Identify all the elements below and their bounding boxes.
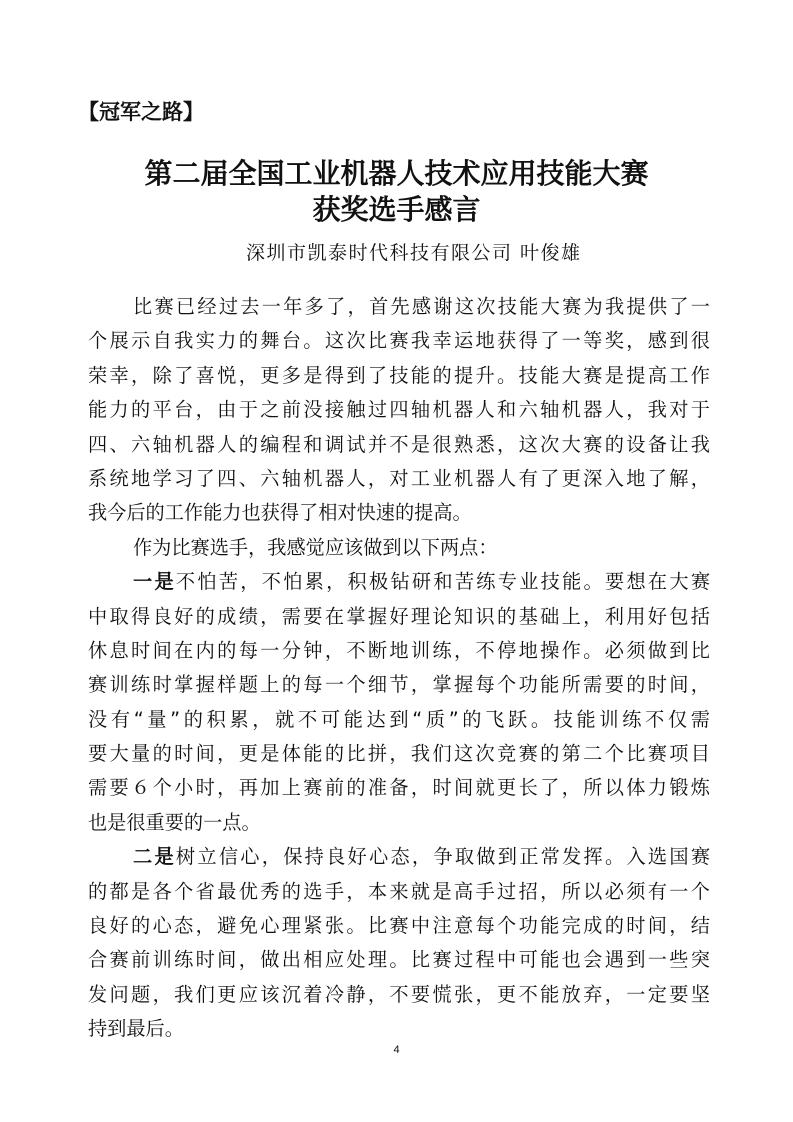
page-number: 4 [393, 1044, 400, 1056]
text-line: 的都是各个省最优秀的选手，本来就是高手过招，所以必须有一个 [88, 879, 710, 903]
text-line: 我今后的工作能力也获得了相对快速的提高。 [88, 501, 472, 525]
text-line: 也是很重要的一点。 [88, 810, 261, 834]
article-body [88, 290, 710, 1047]
author-byline: 深圳市凯泰时代科技有限公司 叶俊雄 [246, 242, 582, 264]
text-line: 发问题，我们更应该沉着冷静，不要慌张，更不能放弃，一定要坚 [88, 982, 710, 1006]
text-line: 要大量的时间，更是体能的比拼，我们这次竞赛的第二个比赛项目 [88, 742, 710, 766]
column-tag: 【冠军之路】 [78, 99, 204, 124]
paragraph-1 [88, 290, 710, 531]
text-line: 个展示自我实力的舞台。这次比赛我幸运地获得了一等奖，感到很 [88, 329, 710, 353]
text-line: 良好的心态，避免心理紧张。比赛中注意每个功能完成的时间，结 [88, 914, 710, 938]
paragraph-4 [88, 840, 710, 1046]
point-one-lead: 一是 [133, 570, 176, 594]
text-run: 树立信心，保持良好心态，争取做到正常发挥。入选国赛 [175, 845, 710, 869]
text-line [88, 840, 710, 874]
text-line: 休息时间在内的每一分钟，不断地训练，不停地操作。必须做到比 [88, 638, 710, 662]
text-line: 需要６个小时，再加上赛前的准备，时间就更长了，所以体力锻炼 [88, 776, 710, 800]
text-line: 作为比赛选手，我感觉应该做到以下两点： [133, 535, 498, 559]
text-line: 中取得良好的成绩，需要在掌握好理论知识的基础上，利用好包括 [88, 604, 710, 628]
text-line [88, 565, 710, 599]
article-title-line-1: 第二届全国工业机器人技术应用技能大赛 [144, 157, 649, 190]
paragraph-3 [88, 565, 710, 840]
text-line: 赛训练时掌握样题上的每一个细节，掌握每个功能所需要的时间， [88, 673, 710, 697]
text-line: 四、六轴机器人的编程和调试并不是很熟悉，这次大赛的设备让我 [88, 432, 710, 456]
text-line: 荣幸，除了喜悦，更多是得到了技能的提升。技能大赛是提高工作 [88, 363, 710, 387]
text-line: 系统地学习了四、六轴机器人，对工业机器人有了更深入地了解， [88, 466, 710, 490]
text-run: 不怕苦，不怕累，积极钻研和苦练专业技能。要想在大赛 [175, 570, 710, 594]
article-title-line-2: 获奖选手感言 [312, 193, 481, 226]
text-line: 比赛已经过去一年多了，首先感谢这次技能大赛为我提供了一 [133, 295, 710, 318]
text-line: 持到最后。 [88, 1017, 184, 1041]
paragraph-2 [88, 531, 710, 565]
text-line: 合赛前训练时间，做出相应处理。比赛过程中可能也会遇到一些突 [88, 948, 710, 972]
text-line: 能力的平台，由于之前没接触过四轴机器人和六轴机器人，我对于 [88, 398, 710, 422]
text-line: 没有“量”的积累，就不可能达到“质”的飞跃。技能训练不仅需 [88, 707, 710, 731]
point-two-lead: 二是 [133, 845, 176, 869]
